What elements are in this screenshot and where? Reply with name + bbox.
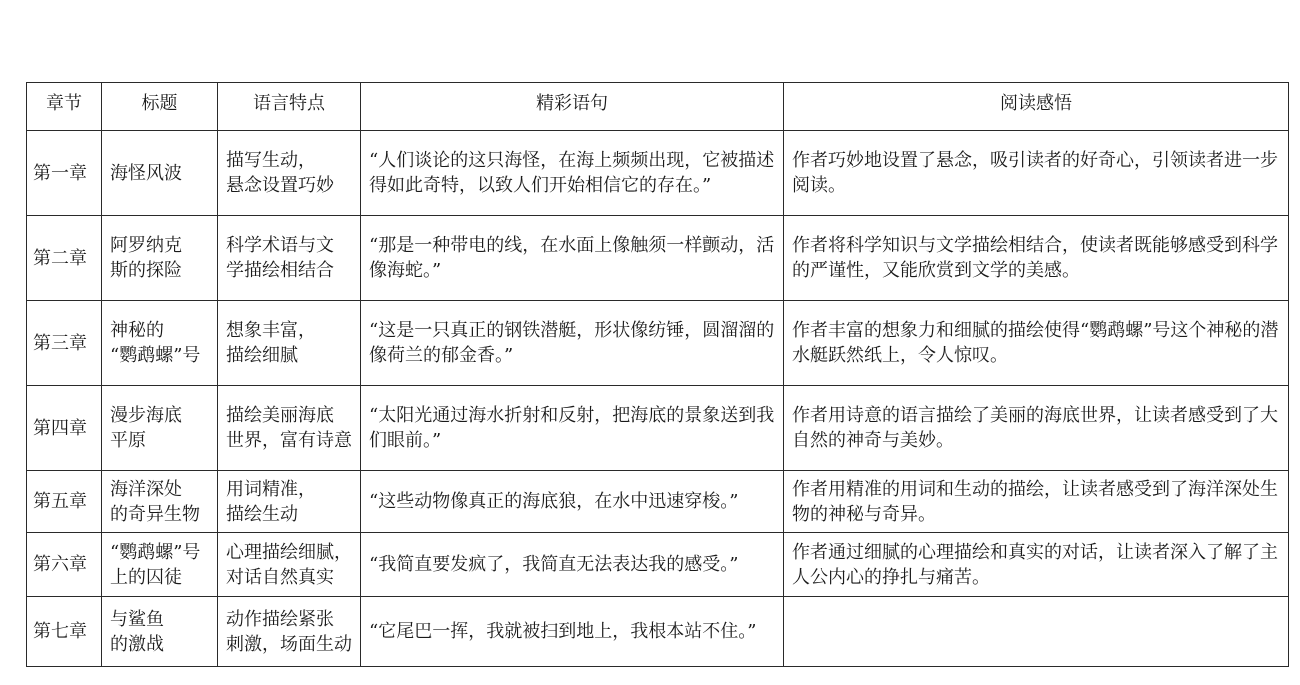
table-row (27, 301, 1289, 386)
title-cell (102, 216, 218, 301)
language-line: 刺激，场面生动 (226, 633, 352, 655)
title-line: 海怪风波 (110, 162, 182, 184)
title-line: 与鲨鱼 (110, 608, 164, 630)
insight-cell: 作者丰富的想象力和细腻的描绘使得“鹦鹉螺”号这个神秘的潜水艇跃然纸上，令人惊叹。 (784, 301, 1289, 386)
language-cell (218, 533, 361, 597)
chapter-cell: 第七章 (27, 597, 102, 667)
title-line: “鹦鹉螺”号 (110, 345, 201, 366)
title-cell (102, 301, 218, 386)
language-cell (218, 471, 361, 533)
title-cell (102, 597, 218, 667)
insight-cell: 作者通过细腻的心理描绘和真实的对话，让读者深入了解了主人公内心的挣扎与痛苦。 (784, 533, 1289, 597)
chapter-cell: 第六章 (27, 533, 102, 597)
chapter-cell: 第五章 (27, 471, 102, 533)
language-line: 用词精准， (226, 478, 316, 500)
insight-cell (784, 597, 1289, 667)
title-line: 上的囚徒 (110, 566, 182, 588)
language-line: 学描绘相结合 (226, 260, 334, 281)
chapter-cell: 第一章 (27, 131, 102, 216)
insight-cell: 作者用诗意的语言描绘了美丽的海底世界，让读者感受到了大自然的神奇与美妙。 (784, 386, 1289, 471)
reading-notes-table (26, 82, 1289, 667)
language-line: 悬念设置巧妙 (226, 175, 334, 196)
title-line: 阿罗纳克 (110, 235, 182, 256)
title-line: 斯的探险 (110, 260, 182, 281)
title-line: 平原 (110, 430, 146, 451)
chapter-cell: 第四章 (27, 386, 102, 471)
quote-cell: “那是一种带电的线，在水面上像触须一样颤动，活像海蛇。” (361, 216, 784, 301)
language-cell (218, 301, 361, 386)
insight-cell: 作者将科学知识与文学描绘相结合，使读者既能够感受到科学的严谨性，又能欣赏到文学的美感。 (784, 216, 1289, 301)
header-title: 标题 (102, 83, 218, 131)
quote-cell: “这些动物像真正的海底狼，在水中迅速穿梭。” (361, 471, 784, 533)
language-cell (218, 131, 361, 216)
table-row (27, 533, 1289, 597)
language-line: 描写生动， (226, 150, 316, 171)
language-line: 描绘生动 (226, 503, 298, 525)
table-row (27, 386, 1289, 471)
header-chapter: 章节 (27, 83, 102, 131)
language-line: 世界，富有诗意 (226, 430, 352, 451)
quote-cell: “它尾巴一挥，我就被扫到地上，我根本站不住。” (361, 597, 784, 667)
table-header-row (27, 83, 1289, 131)
language-cell (218, 216, 361, 301)
chapter-cell: 第二章 (27, 216, 102, 301)
table-row (27, 216, 1289, 301)
title-cell (102, 386, 218, 471)
title-cell (102, 471, 218, 533)
title-line: 神秘的 (110, 320, 164, 341)
language-line: 想象丰富， (226, 320, 316, 341)
table-row (27, 131, 1289, 216)
insight-cell: 作者用精准的用词和生动的描绘，让读者感受到了海洋深处生物的神秘与奇异。 (784, 471, 1289, 533)
language-cell (218, 597, 361, 667)
table-row (27, 597, 1289, 667)
title-cell (102, 533, 218, 597)
language-line: 描绘美丽海底 (226, 405, 334, 426)
language-line: 心理描绘细腻， (226, 541, 352, 563)
title-line: 的奇异生物 (110, 503, 200, 525)
title-cell (102, 131, 218, 216)
chapter-cell: 第三章 (27, 301, 102, 386)
quote-cell: “我简直要发疯了，我简直无法表达我的感受。” (361, 533, 784, 597)
quote-cell: “这是一只真正的钢铁潜艇，形状像纺锤，圆溜溜的像荷兰的郁金香。” (361, 301, 784, 386)
header-reading-insights: 阅读感悟 (784, 83, 1289, 131)
header-language-features: 语言特点 (218, 83, 361, 131)
title-line: 海洋深处 (110, 478, 182, 500)
language-line: 科学术语与文 (226, 235, 334, 256)
title-line: “鹦鹉螺”号 (110, 541, 201, 563)
quote-cell: “太阳光通过海水折射和反射，把海底的景象送到我们眼前。” (361, 386, 784, 471)
quote-cell: “人们谈论的这只海怪，在海上频频出现，它被描述得如此奇特，以致人们开始相信它的存在。” (361, 131, 784, 216)
header-highlight-quotes: 精彩语句 (361, 83, 784, 131)
title-line: 漫步海底 (110, 405, 182, 426)
language-line: 描绘细腻 (226, 345, 298, 366)
table-row (27, 471, 1289, 533)
insight-cell: 作者巧妙地设置了悬念，吸引读者的好奇心，引领读者进一步阅读。 (784, 131, 1289, 216)
language-line: 动作描绘紧张 (226, 608, 334, 630)
title-line: 的激战 (110, 633, 164, 655)
language-line: 对话自然真实 (226, 566, 334, 588)
language-cell (218, 386, 361, 471)
